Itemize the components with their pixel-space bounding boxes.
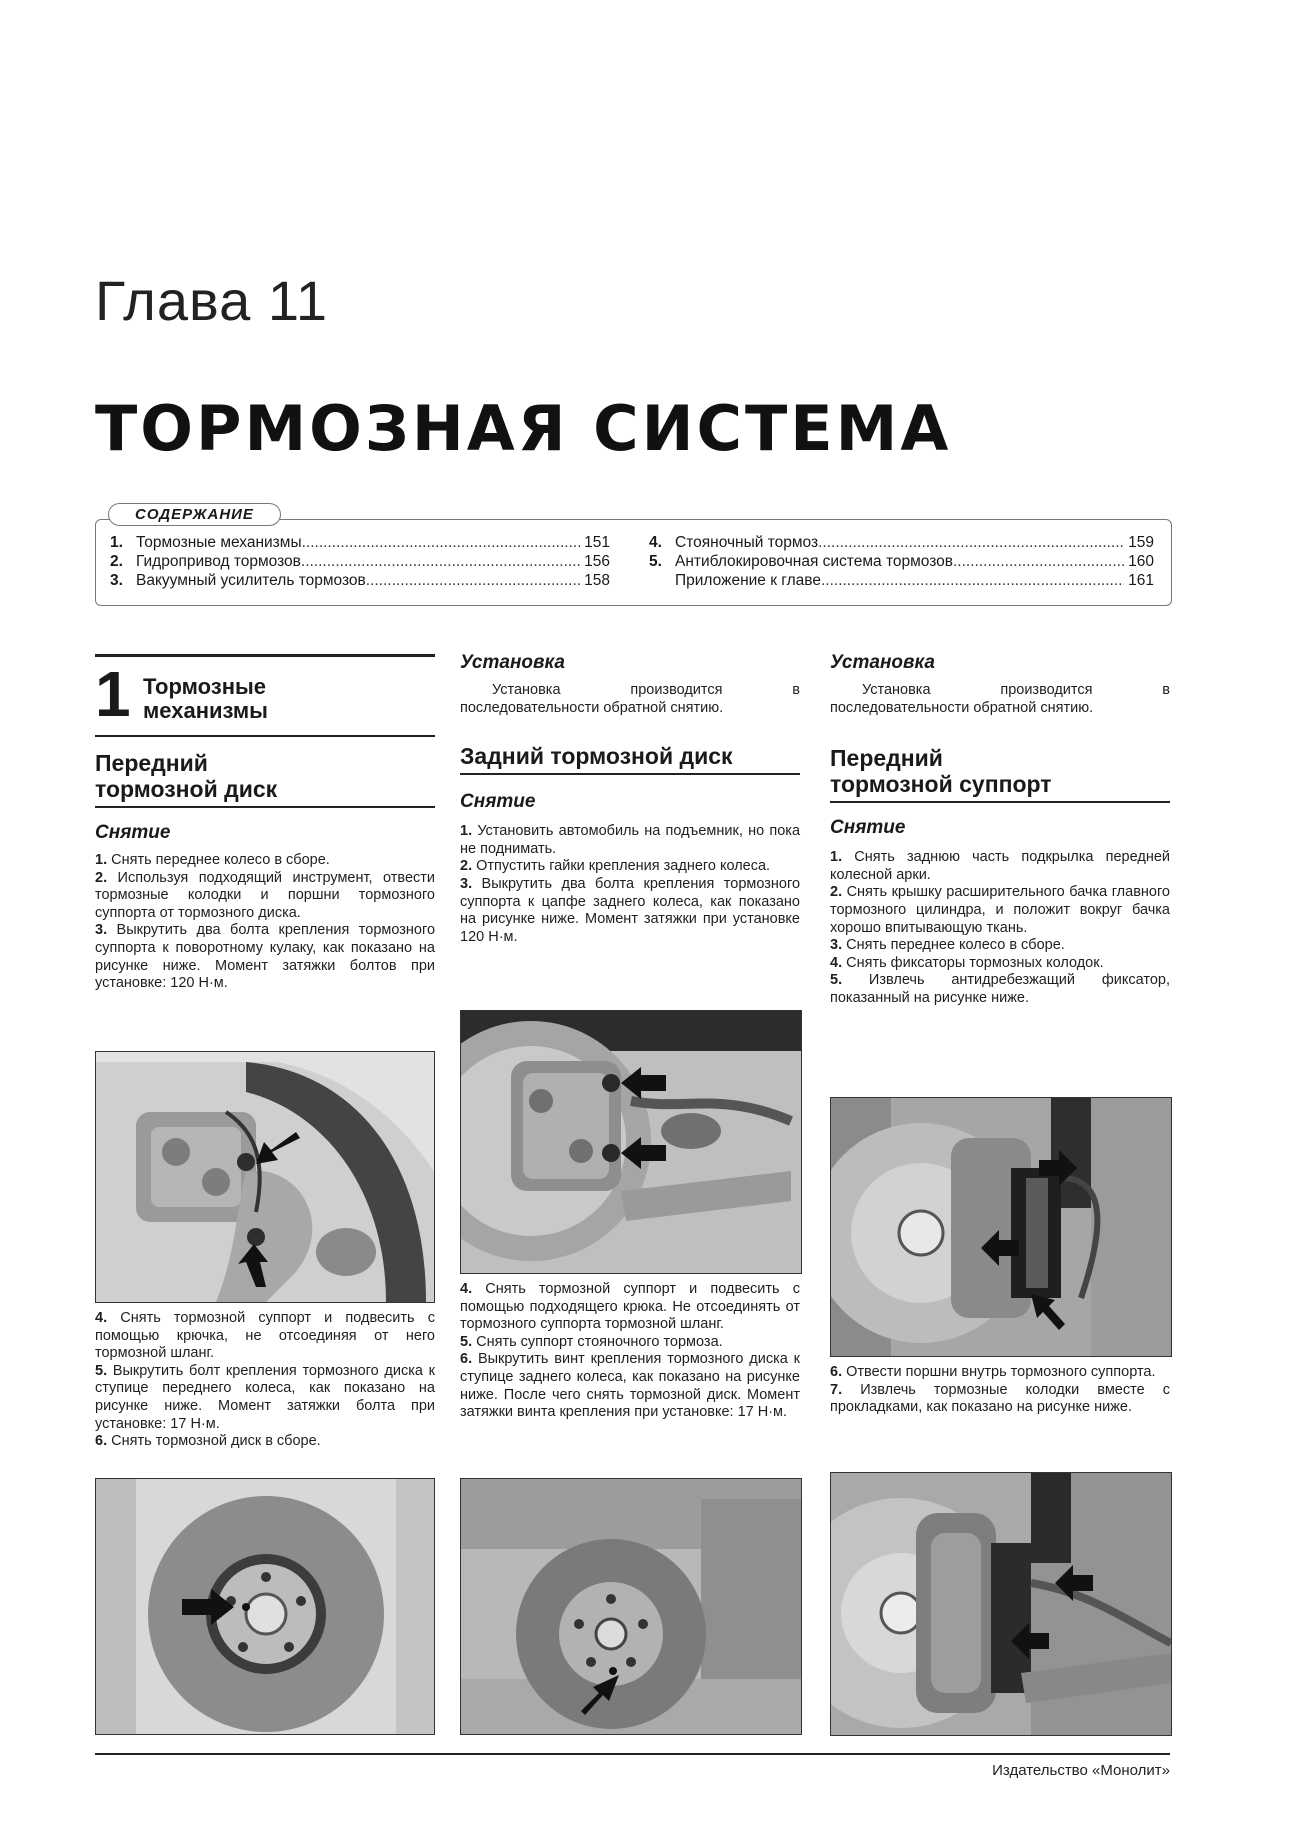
column-3: [830, 652, 1170, 1008]
toc-leader: [821, 572, 1124, 590]
toc-num: 2.: [110, 553, 123, 570]
section-title-line: Тормозные: [143, 674, 267, 699]
toc-num: 3.: [110, 572, 123, 589]
step-item: [460, 823, 800, 858]
step-num: 2.: [95, 869, 108, 886]
toc-text: Вакуумный усилитель тормозов: [136, 572, 366, 589]
step-text: Снять тормозной суппорт и подвесить с помощью крючка, не отсоединяя от него тормозной шланг.: [95, 1310, 436, 1362]
toc-page: 158: [584, 572, 610, 589]
rear-caliper-photo: [460, 1010, 802, 1274]
step-num: 7.: [830, 1381, 843, 1398]
step-num: 1.: [460, 823, 473, 840]
step-num: 3.: [830, 937, 843, 954]
toc-leader: [302, 534, 581, 552]
heading-line: тормозной суппорт: [830, 771, 1052, 798]
toc-page: 160: [1128, 553, 1154, 570]
brake-pads-photo: [830, 1472, 1172, 1736]
column-1: [95, 750, 435, 993]
step-item: [95, 1310, 435, 1363]
step-text: Отвести поршни внутрь тормозного суппорта.: [846, 1364, 1156, 1380]
step-num: 2.: [830, 884, 843, 901]
toc-page: 161: [1128, 572, 1154, 589]
step-text: Снять тормозной диск в сборе.: [111, 1433, 321, 1450]
step-text: Снять крышку расширительного бачка главного тормозного цилиндра, и положит вокруг бачка хорошо впитывающую ткань.: [830, 884, 1170, 936]
anti-rattle-clip-photo: [830, 1097, 1172, 1357]
table-of-contents: [95, 519, 1172, 606]
step-item: [830, 849, 1170, 884]
removal-subheading: Снятие: [95, 822, 171, 843]
toc-text: Гидропривод тормозов: [136, 553, 301, 570]
step-text: Выкрутить винт крепления тормозного диска к ступице заднего колеса, как показано на рисунке ниже. После чего снять тормозной диск. Момент затяжки винта крепления при установке: 17 Н·м.: [460, 1351, 800, 1421]
front-caliper-photo: [95, 1051, 435, 1303]
step-text: Извлечь тормозные колодки вместе с прокладками, как показано на рисунке ниже.: [830, 1381, 1171, 1416]
step-text: Выкрутить два болта крепления тормозного суппорта к поворотному кулаку, как показано на рисунке ниже. Момент затяжки болтов при установке: 120 Н·м.: [95, 922, 436, 992]
toc-leader: [366, 572, 580, 590]
step-num: 6.: [95, 1433, 108, 1450]
toc-num: 5.: [649, 553, 662, 570]
step-num: 4.: [830, 954, 843, 971]
toc-item[interactable]: [649, 553, 1154, 571]
toc-item[interactable]: [649, 572, 1154, 590]
step-item: [830, 955, 1170, 973]
step-num: 1.: [95, 852, 108, 868]
step-item: [460, 1351, 800, 1421]
step-item: [830, 1364, 1170, 1382]
toc-leader: [301, 553, 580, 571]
step-item: [830, 1382, 1170, 1417]
step-item: [830, 972, 1170, 1007]
step-item: [460, 858, 800, 876]
step-text: Снять фиксаторы тормозных колодок.: [846, 954, 1104, 971]
footer-rule: [95, 1753, 1170, 1755]
toc-num: [649, 572, 675, 590]
step-num: 5.: [95, 1362, 108, 1379]
step-item: [830, 884, 1170, 937]
subsection-heading: [95, 750, 435, 808]
step-num: 5.: [830, 972, 843, 989]
toc-text: Приложение к главе: [675, 572, 821, 589]
column-1-cont: [95, 1310, 435, 1451]
toc-item[interactable]: [110, 553, 610, 571]
step-num: 1.: [830, 849, 843, 866]
step-text: Снять переднее колесо в сборе.: [846, 937, 1065, 954]
step-text: Снять заднюю часть подкрылка передней колесной арки.: [830, 849, 1171, 883]
column-2-cont: [460, 1281, 800, 1422]
toc-page: 151: [584, 534, 610, 551]
publisher-footer: Издательство «Монолит»: [992, 1762, 1170, 1779]
toc-leader: [818, 534, 1124, 552]
toc-text: Стояночный тормоз: [675, 534, 819, 551]
chapter-label: Глава 11: [95, 269, 328, 332]
step-num: 4.: [95, 1310, 108, 1326]
step-item: [95, 1363, 435, 1433]
step-item: [95, 1433, 435, 1451]
toc-num: 4.: [649, 534, 662, 551]
step-text: Извлечь антидребезжащий фиксатор, показанный на рисунке ниже.: [830, 972, 1170, 1006]
step-num: 3.: [460, 875, 473, 892]
toc-label: СОДЕРЖАНИЕ: [108, 503, 281, 526]
section-title-line: механизмы: [143, 698, 268, 723]
toc-item[interactable]: [110, 572, 610, 590]
rear-disc-photo: [460, 1478, 802, 1735]
front-disc-photo: [95, 1478, 435, 1735]
step-item: [95, 852, 435, 870]
toc-text: Антиблокировочная система тормозов: [675, 553, 953, 570]
section-header: [95, 654, 435, 737]
install-text: Установка производится в последовательности обратной снятию.: [830, 682, 1170, 716]
toc-num: 1.: [110, 534, 123, 551]
install-text: Установка производится в последовательности обратной снятию.: [460, 682, 800, 716]
page-title: ТОРМОЗНАЯ СИСТЕМА: [95, 392, 952, 465]
step-text: Установить автомобиль на подъемник, но пока не поднимать.: [460, 823, 801, 857]
removal-subheading: Снятие: [460, 791, 536, 813]
step-text: Снять переднее колесо в сборе.: [111, 852, 330, 868]
step-item: [460, 1334, 800, 1352]
step-item: [460, 1281, 800, 1334]
step-item: [460, 876, 800, 946]
step-text: Снять суппорт стояночного тормоза.: [476, 1333, 723, 1350]
step-text: Выкрутить два болта крепления тормозного суппорта к цапфе заднего колеса, как показано на рисунке ниже. Момент затяжки при установке 120 Н·м.: [460, 875, 801, 945]
toc-item[interactable]: [110, 534, 610, 552]
step-num: 6.: [460, 1351, 473, 1368]
step-num: 4.: [460, 1281, 473, 1297]
step-text: Выкрутить болт крепления тормозного диска к ступице переднего колеса, как показано на рисунке ниже. Момент затяжки болта при установке: 17 Н·м.: [95, 1362, 435, 1432]
steps-list: [95, 852, 435, 993]
column-3-cont: [830, 1364, 1170, 1417]
heading-line: тормозной диск: [95, 776, 278, 802]
step-num: 2.: [460, 858, 473, 875]
step-num: 5.: [460, 1333, 473, 1350]
step-num: 6.: [830, 1364, 843, 1380]
step-item: [95, 870, 435, 923]
step-text: Отпустить гайки крепления заднего колеса.: [476, 858, 771, 875]
toc-leader: [953, 553, 1124, 571]
step-text: Снять тормозной суппорт и подвесить с помощью подходящего крюка. Не отсоединять от тормозного суппорта тормозной шланг.: [460, 1281, 801, 1333]
column-2: [460, 652, 800, 946]
toc-item[interactable]: [649, 534, 1154, 552]
toc-page: 156: [584, 553, 610, 570]
heading-line: Передний: [830, 745, 943, 772]
step-text: Используя подходящий инструмент, отвести тормозные колодки и поршни тормозного суппорта от тормозного диска.: [95, 869, 435, 921]
subsection-heading: Задний тормозной диск: [460, 743, 800, 775]
step-num: 3.: [95, 922, 108, 939]
step-item: [830, 937, 1170, 955]
install-subheading: Установка: [830, 652, 935, 673]
install-subheading: Установка: [460, 652, 565, 673]
steps-list: [830, 849, 1170, 1007]
steps-list: [460, 823, 800, 946]
heading-line: Передний: [95, 750, 208, 776]
section-number: 1: [95, 658, 131, 730]
subsection-heading: [830, 745, 1170, 803]
step-item: [95, 922, 435, 992]
removal-subheading: Снятие: [830, 817, 906, 839]
toc-text: Тормозные механизмы: [136, 534, 302, 551]
toc-page: 159: [1128, 534, 1154, 551]
section-title: [143, 675, 268, 723]
